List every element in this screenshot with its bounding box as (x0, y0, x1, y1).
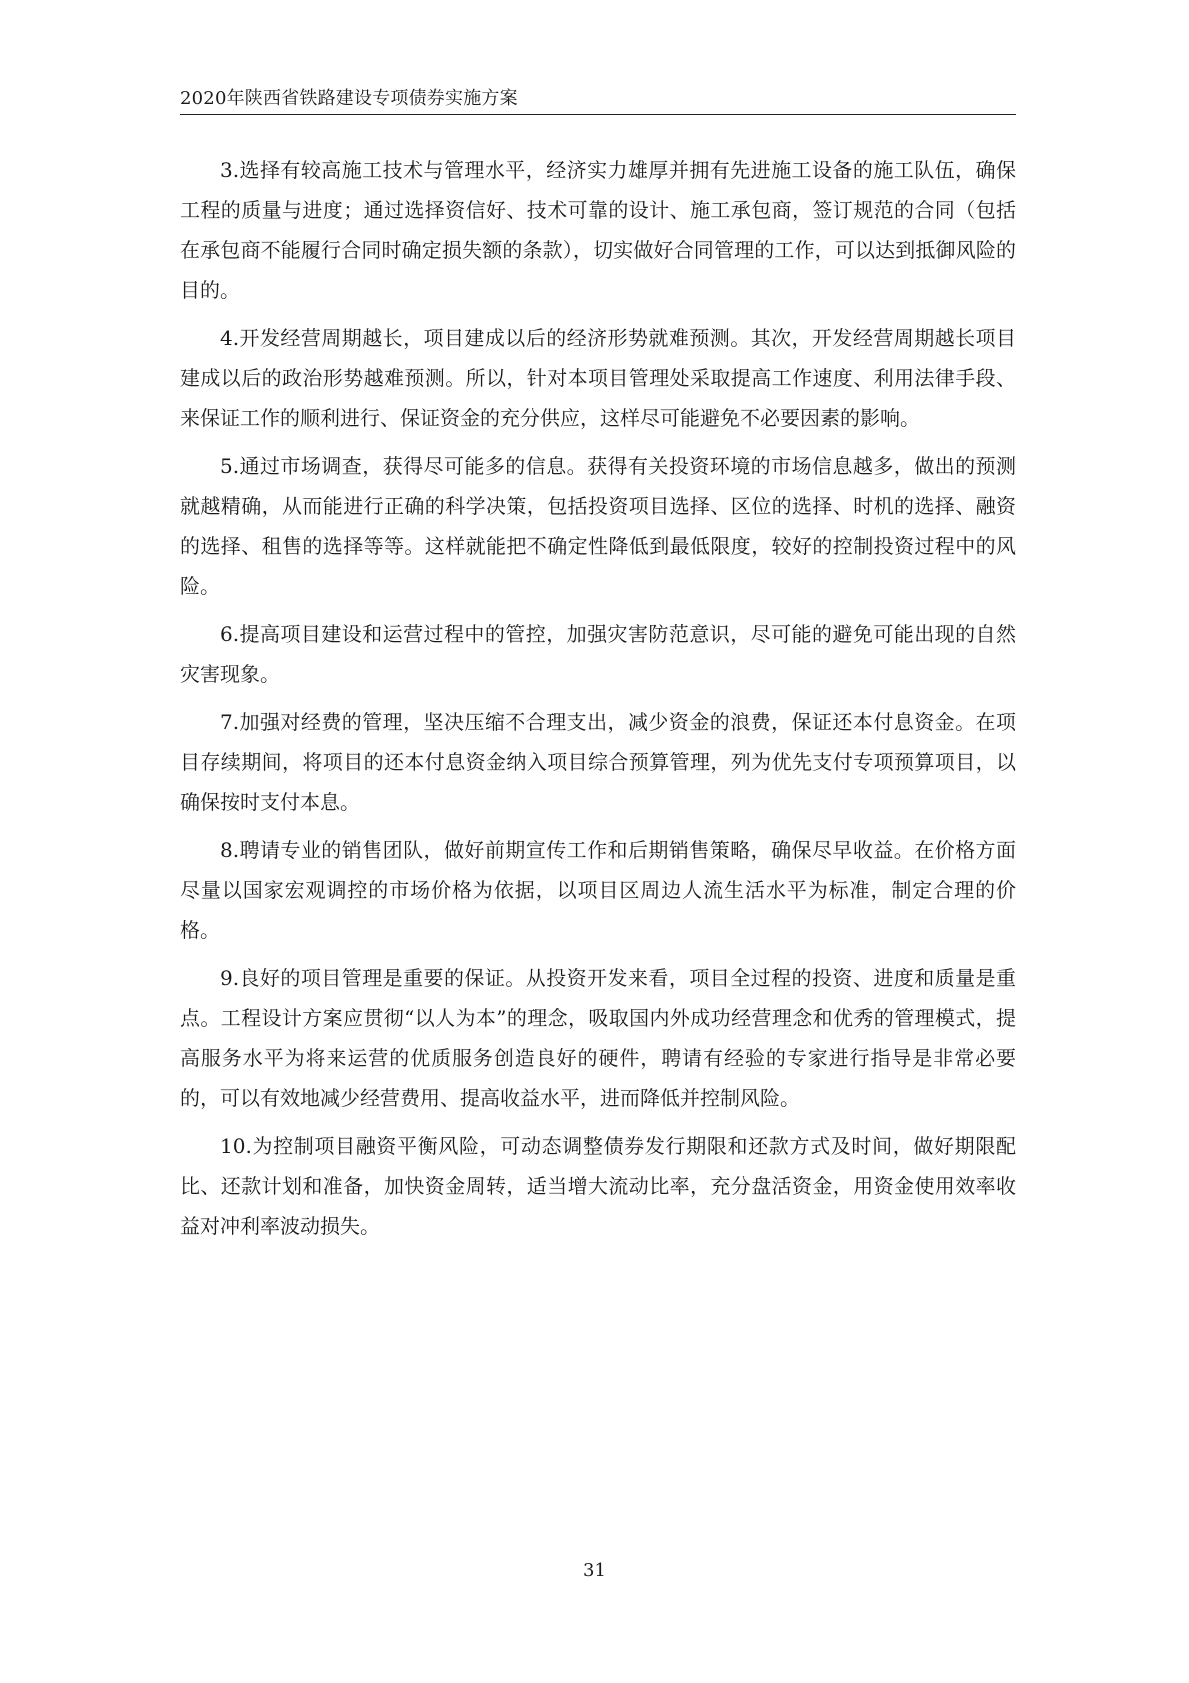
paragraph-item-4: 4.开发经营周期越长，项目建成以后的经济形势就难预测。其次，开发经营周期越长项目建成以后的政治形势越难预测。所以，针对本项目管理处采取提高工作速度、利用法律手段、来保证工作的顺利进行、保证资金的充分供应，这样尽可能避免不必要因素的影响。 (180, 326, 1016, 430)
page-number: 31 (583, 1560, 606, 1581)
page-header (180, 86, 1016, 115)
body-text (180, 150, 1016, 1254)
paragraph-item-7: 7.加强对经费的管理，坚决压缩不合理支出，减少资金的浪费，保证还本付息资金。在项目存续期间，将项目的还本付息资金纳入项目综合预算管理，列为优先支付专项预算项目，以确保按时支付本息。 (180, 710, 1016, 814)
paragraph-item-8: 8.聘请专业的销售团队，做好前期宣传工作和后期销售策略，确保尽早收益。在价格方面尽量以国家宏观调控的市场价格为依据，以项目区周边人流生活水平为标准，制定合理的价格。 (180, 838, 1016, 942)
paragraph-item-5: 5.通过市场调查，获得尽可能多的信息。获得有关投资环境的市场信息越多，做出的预测就越精确，从而能进行正确的科学决策，包括投资项目选择、区位的选择、时机的选择、融资的选择、租售的选择等等。这样就能把不确定性降低到最低限度，较好的控制投资过程中的风险。 (180, 454, 1016, 598)
paragraph-item-9: 9.良好的项目管理是重要的保证。从投资开发来看，项目全过程的投资、进度和质量是重点。工程设计方案应贯彻“以人为本”的理念，吸取国内外成功经营理念和优秀的管理模式，提高服务水平为将来运营的优质服务创造良好的硬件，聘请有经验的专家进行指导是非常必要的，可以有效地减少经营费用、提高收益水平，进而降低并控制风险。 (180, 966, 1016, 1110)
paragraph-item-3: 3.选择有较高施工技术与管理水平，经济实力雄厚并拥有先进施工设备的施工队伍，确保工程的质量与进度；通过选择资信好、技术可靠的设计、施工承包商，签订规范的合同（包括在承包商不能履行合同时确定损失额的条款），切实做好合同管理的工作，可以达到抵御风险的目的。 (180, 158, 1016, 302)
document-title: 2020年陕西省铁路建设专项债券实施方案 (180, 88, 518, 109)
paragraph-item-10: 10.为控制项目融资平衡风险，可动态调整债券发行期限和还款方式及时间，做好期限配比、还款计划和准备，加快资金周转，适当增大流动比率，充分盘活资金，用资金使用效率收益对冲利率波动损失。 (180, 1134, 1016, 1238)
paragraph-item-6: 6.提高项目建设和运营过程中的管控，加强灾害防范意识，尽可能的避免可能出现的自然灾害现象。 (180, 622, 1016, 686)
